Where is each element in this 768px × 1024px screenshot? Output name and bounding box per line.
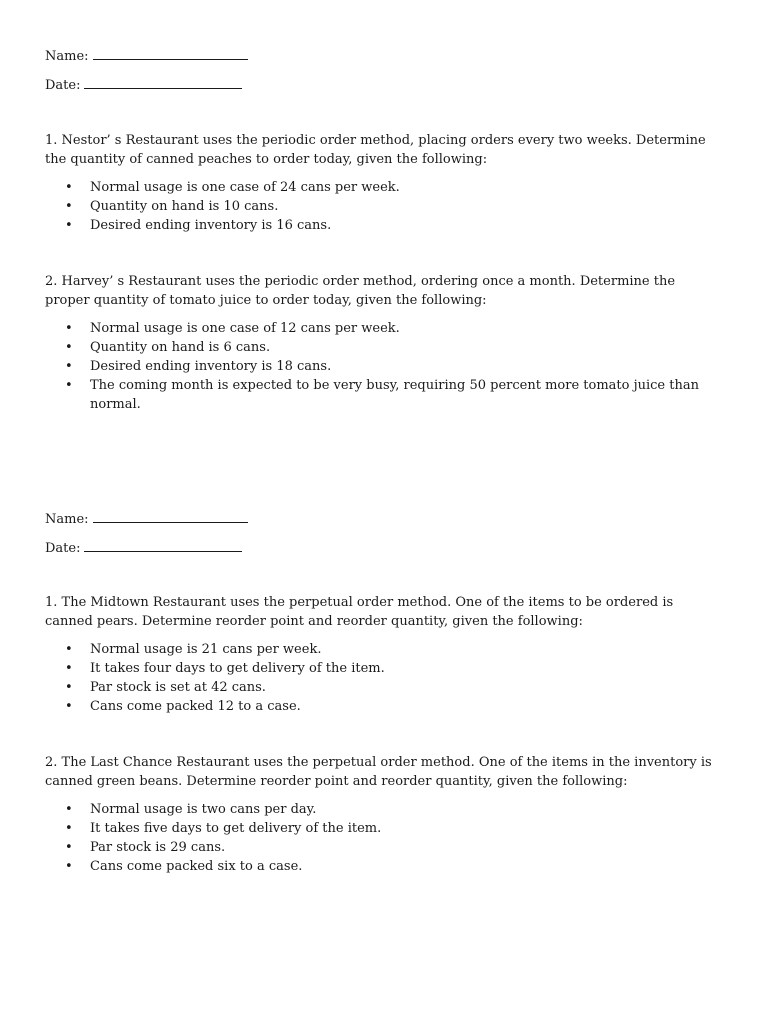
question-block xyxy=(45,131,720,235)
list-item-text: Normal usage is 21 cans per week. xyxy=(90,642,322,657)
list-item xyxy=(45,357,715,376)
list-item-text: Normal usage is one case of 24 cans per week. xyxy=(90,180,400,195)
bullet-icon: • xyxy=(65,180,73,195)
list-item xyxy=(45,697,715,716)
question-text: 2. Harvey’ s Restaurant uses the periodic order method, ordering once a month. Determine the proper quantity of tomato juice to order today, given the following: xyxy=(45,274,676,308)
bullet-icon: • xyxy=(65,840,73,855)
list-item xyxy=(45,838,715,857)
list-item xyxy=(45,800,715,819)
name-blank-line xyxy=(93,508,248,523)
date-blank-line xyxy=(84,74,242,89)
list-item xyxy=(45,376,715,414)
question-block xyxy=(45,593,720,716)
list-item xyxy=(45,178,715,197)
date-blank-line xyxy=(84,537,242,552)
bullet-icon: • xyxy=(65,699,73,714)
question-block xyxy=(45,753,720,876)
date-label: Date: xyxy=(45,78,81,93)
bullet-icon: • xyxy=(65,680,73,695)
list-item-text: Normal usage is one case of 12 cans per week. xyxy=(90,321,400,336)
list-item-text: Cans come packed six to a case. xyxy=(90,859,303,874)
list-item xyxy=(45,857,715,876)
question-text: 1. Nestor’ s Restaurant uses the periodic order method, placing orders every two weeks. Determine the quantity of canned peaches to order today, given the following: xyxy=(45,133,706,167)
list-item xyxy=(45,216,715,235)
given-list xyxy=(45,178,720,235)
list-item xyxy=(45,338,715,357)
bullet-icon: • xyxy=(65,199,73,214)
list-item-text: Desired ending inventory is 18 cans. xyxy=(90,359,332,374)
list-item-text: Quantity on hand is 6 cans. xyxy=(90,340,271,355)
bullet-icon: • xyxy=(65,802,73,817)
bullet-icon: • xyxy=(65,340,73,355)
bullet-icon: • xyxy=(65,321,73,336)
question-text: 1. The Midtown Restaurant uses the perpetual order method. One of the items to be ordered is canned pears. Determine reorder point and reorder quantity, given the following: xyxy=(45,595,674,629)
date-field xyxy=(45,537,242,558)
name-field xyxy=(45,45,248,66)
name-field xyxy=(45,508,248,529)
bullet-icon: • xyxy=(65,859,73,874)
bullet-icon: • xyxy=(65,821,73,836)
list-item xyxy=(45,640,715,659)
date-label: Date: xyxy=(45,541,81,556)
list-item-text: It takes four days to get delivery of the item. xyxy=(90,661,385,676)
list-item-text: Cans come packed 12 to a case. xyxy=(90,699,301,714)
list-item-text: Quantity on hand is 10 cans. xyxy=(90,199,279,214)
name-blank-line xyxy=(93,45,248,60)
bullet-icon: • xyxy=(65,642,73,657)
name-label: Name: xyxy=(45,512,89,527)
list-item-text: It takes five days to get delivery of the item. xyxy=(90,821,382,836)
list-item xyxy=(45,197,715,216)
date-field xyxy=(45,74,242,95)
name-label: Name: xyxy=(45,49,89,64)
given-list xyxy=(45,640,720,716)
list-item xyxy=(45,678,715,697)
bullet-icon: • xyxy=(65,359,73,374)
bullet-icon: • xyxy=(65,661,73,676)
list-item xyxy=(45,319,715,338)
question-block xyxy=(45,272,720,414)
list-item-text: Par stock is 29 cans. xyxy=(90,840,226,855)
bullet-icon: • xyxy=(65,218,73,233)
list-item xyxy=(45,819,715,838)
bullet-icon: • xyxy=(65,378,73,393)
list-item-text: Par stock is set at 42 cans. xyxy=(90,680,266,695)
list-item xyxy=(45,659,715,678)
list-item-text: The coming month is expected to be very busy, requiring 50 percent more tomato juice than normal. xyxy=(90,378,699,412)
question-text: 2. The Last Chance Restaurant uses the perpetual order method. One of the items in the inventory is canned green beans. Determine reorder point and reorder quantity, given the following: xyxy=(45,755,712,789)
list-item-text: Desired ending inventory is 16 cans. xyxy=(90,218,332,233)
given-list xyxy=(45,800,720,876)
given-list xyxy=(45,319,720,414)
list-item-text: Normal usage is two cans per day. xyxy=(90,802,317,817)
